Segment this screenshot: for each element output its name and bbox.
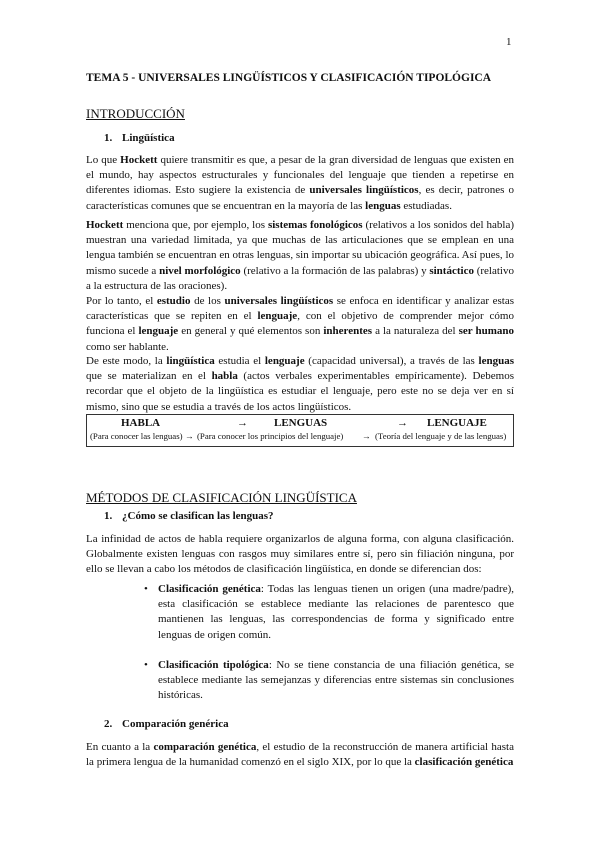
methods-paragraph-1: La infinidad de actos de habla requiere organizarlos de alguna forma, con alguna clasificación. Globalmente existen lenguas con rasgos muy similares entre sí, pero sin filiación ninguna, por ello se llevan a cabo los métodos de clasificación lingüística, en donde se diferencian dos: — [86, 533, 514, 576]
list-item-tipologica — [144, 658, 515, 704]
bold-term: sintáctico — [429, 264, 474, 277]
flow-arrow: → — [237, 417, 248, 429]
bold-term: lenguas — [365, 199, 401, 212]
subheading-linguistica — [104, 132, 175, 144]
bold-term: Clasificación tipológica — [158, 658, 269, 671]
subheading-como-se-clasifican — [104, 510, 274, 522]
bold-term: sistemas fonológicos — [267, 219, 363, 231]
bold-term: lenguaje — [257, 310, 298, 323]
bold-term: lenguaje — [264, 355, 305, 367]
linguistic-flow-box — [86, 414, 514, 447]
intro-paragraph-4: De este modo, la lingüística estudia el lenguaje (capacidad universal), a través de las lenguas que se materializan en el habla (actos verbales experimentables empíricamente). Debemos recordar que el objeto de la lingüística es estudiar el lenguaje, pero este no se deja ver en sí mismo, sino que se estudia a través de los actos lingüísticos. — [86, 355, 514, 413]
list-item-text: Clasificación genética: Todas las lenguas tienen un origen (una madre/padre), esta clasificación se establece mediante las relaciones de parentesco que mantienen las lenguas, las correspondencias de forma y significado entre lenguas de origen común. — [158, 583, 514, 641]
bold-term: habla — [211, 370, 238, 383]
bullet-icon: • — [144, 583, 148, 595]
bold-term: ser humano — [458, 325, 514, 338]
bold-term: universales lingüísticos — [224, 295, 334, 307]
subheading-number: 2. — [104, 718, 113, 730]
bold-term: lenguaje — [138, 325, 179, 338]
subheading-label: Lingüística — [122, 132, 175, 144]
flow-habla: HABLA — [121, 417, 161, 429]
subheading-number: 1. — [104, 510, 113, 522]
flow-arrow: → — [185, 431, 194, 441]
subheading-label: ¿Cómo se clasifican las lenguas? — [122, 510, 274, 522]
flow-arrow: → — [362, 431, 371, 441]
flow-lenguaje-note: (Teoría del lenguaje y de las lenguas) — [375, 431, 507, 441]
bold-term: Hockett — [86, 219, 124, 231]
flow-arrow: → — [397, 417, 408, 429]
flow-lenguaje: LENGUAJE — [427, 417, 487, 429]
list-item-genetica — [144, 582, 514, 643]
document-title: TEMA 5 - UNIVERSALES LINGÜÍSTICOS Y CLASIFICACIÓN TIPOLÓGICA — [86, 72, 492, 84]
bold-term: clasificación genética — [414, 756, 514, 769]
flow-lenguas-note: (Para conocer los principios del lenguaje) — [197, 431, 344, 441]
flow-lenguas: LENGUAS — [274, 417, 328, 429]
bold-term: lingüística — [166, 355, 215, 367]
intro-paragraph-2: Hockett menciona que, por ejemplo, los sistemas fonológicos (relativos a los sonidos del habla) muestran una variedad limitada, ya que muchas de las articulaciones que se emplean en una lengua también se encuentran en otras lenguas, sin importar su ubicación geográfica. Así pues, lo mismo sucede a nivel morfológico (relativo a la formación de las palabras) y sintáctico (relativo a la estructura de las oraciones). — [86, 219, 514, 292]
bold-term: lenguas — [478, 355, 514, 367]
bold-term: inherentes — [323, 325, 373, 338]
page-number: 1 — [506, 36, 512, 48]
bullet-icon: • — [144, 658, 148, 671]
classification-list — [144, 582, 515, 718]
subheading-number: 1. — [104, 132, 113, 144]
methods-paragraph-2: En cuanto a la comparación genética, el estudio de la reconstrucción de manera artificial hasta la primera lengua de la humanidad comenzó en el siglo XIX, por lo que la clasificación genética — [86, 741, 514, 769]
bold-term: estudio — [156, 295, 191, 307]
bold-term: Hockett — [120, 154, 158, 166]
flow-habla-note: (Para conocer las lenguas) — [90, 431, 183, 441]
section-heading-metodos: MÉTODOS DE CLASIFICACIÓN LINGÜÍSTICA — [86, 490, 357, 505]
bold-term: Clasificación genética — [158, 583, 261, 595]
flow-notes-row — [87, 431, 513, 445]
section-heading-introduccion: INTRODUCCIÓN — [86, 106, 185, 121]
intro-paragraph-1: Lo que Hockett quiere transmitir es que, a pesar de la gran diversidad de lenguas que existen en el mundo, hay aspectos estructurales y funcionales del lenguaje que tienden a repetirse en diferentes idiomas. Esto sugiere la existencia de universales lingüísticos, es decir, patrones o características comunes que se encuentran en la mayoría de las lenguas estudiadas. — [86, 154, 514, 212]
intro-paragraph-3: Por lo tanto, el estudio de los universales lingüísticos se enfoca en identificar y analizar estas características que se repiten en el lenguaje, con el objetivo de comprender mejor cómo funciona el lenguaje en general y qué elementos son inherentes a la naturaleza del ser humano como ser hablante. — [86, 295, 514, 353]
flow-main-row — [87, 417, 513, 431]
bold-term: universales lingüísticos — [309, 184, 419, 197]
subheading-label: Comparación genérica — [122, 718, 229, 730]
list-item-text: Clasificación tipológica: No se tiene constancia de una filiación genética, se establece mediante las semejanzas y diferencias entre sistemas sin conclusiones históricas. — [158, 658, 515, 702]
subheading-comparacion-generica — [104, 718, 229, 730]
bold-term: nivel morfológico — [159, 264, 241, 277]
bold-term: comparación genética — [153, 741, 257, 753]
